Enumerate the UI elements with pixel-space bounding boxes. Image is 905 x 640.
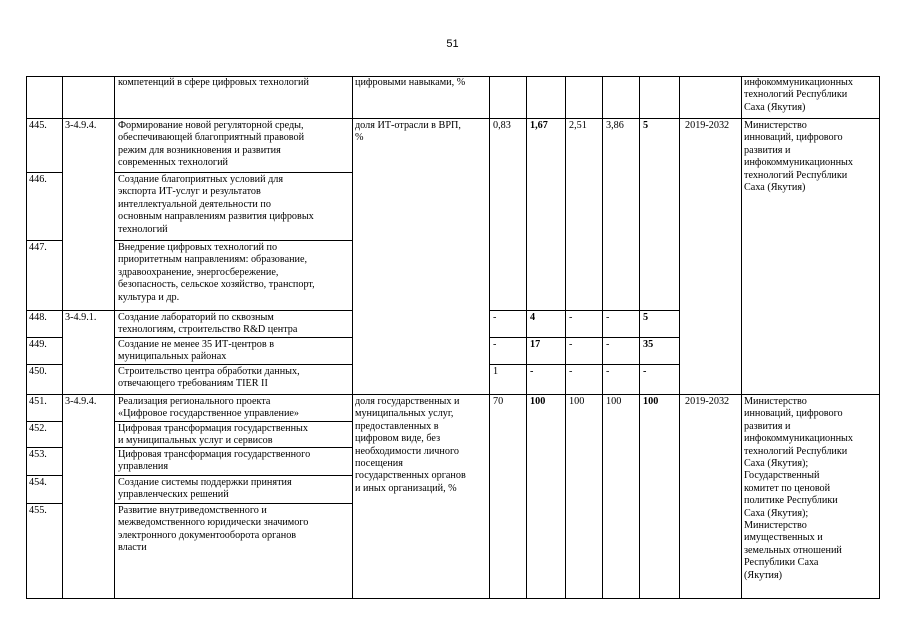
value-cell: - — [569, 312, 573, 323]
table-rule — [26, 310, 352, 311]
responsible-text: Министерство инноваций, цифрового развития и инфокоммуникационных технологий Республики Саха (Якутия) — [744, 120, 853, 194]
table-rule — [26, 337, 62, 338]
table-rule — [114, 421, 352, 422]
table-rule — [114, 172, 352, 173]
value-cell: 5 — [643, 312, 649, 323]
row-number: 454. — [29, 477, 47, 488]
value-cell: 17 — [530, 339, 541, 350]
table-rule — [114, 475, 352, 476]
table-rule — [26, 447, 62, 448]
value-cell: 0,83 — [493, 120, 511, 131]
cell-continued-text: компетенций в сфере цифровых технологий — [118, 77, 309, 88]
value-cell: 100 — [643, 396, 659, 407]
row-number: 455. — [29, 505, 47, 516]
row-number: 445. — [29, 120, 47, 131]
table-rule — [26, 172, 62, 173]
measure-code: 3-4.9.1. — [65, 312, 97, 323]
table-rule — [679, 76, 680, 599]
indicator-text: доля ИТ-отрасли в ВРП, % — [355, 120, 461, 144]
table-rule — [26, 364, 62, 365]
value-cell: 35 — [643, 339, 654, 350]
table-rule — [114, 503, 352, 504]
responsible-text: Министерство инноваций, цифрового развития и инфокоммуникационных технологий Республики Саха (Якутия); Государственный комитет по ценовой политике Республики Саха (Якутия); Министерство имущественных и земельных отношений Республики Саха (Якутия) — [744, 396, 853, 581]
value-cell: - — [569, 366, 573, 377]
table-rule — [114, 76, 115, 599]
row-number: 452. — [29, 423, 47, 434]
measure-text: Создание системы поддержки принятия управленческих решений — [118, 477, 292, 501]
measure-text: Формирование новой регуляторной среды, обеспечивающей благоприятный правовой режим для возникновения и развития современных технологий — [118, 120, 305, 169]
measure-text: Создание благоприятных условий для экспорта ИТ-услуг и результатов интеллектуальной деятельности по основным направлениям развития цифровых технологий — [118, 174, 314, 235]
measure-code: 3-4.9.4. — [65, 396, 97, 407]
table-rule — [26, 394, 879, 395]
value-cell: 1,67 — [530, 120, 548, 131]
value-cell: 100 — [569, 396, 585, 407]
row-number: 453. — [29, 449, 47, 460]
value-cell: 3,86 — [606, 120, 624, 131]
value-cell: 100 — [530, 396, 546, 407]
measure-code: 3-4.9.4. — [65, 120, 97, 131]
table-rule — [565, 76, 566, 599]
measure-text: Создание не менее 35 ИТ-центров в муниципальных районах — [118, 339, 275, 363]
page-number: 51 — [446, 38, 459, 50]
table-rule — [114, 337, 352, 338]
table-rule — [114, 364, 352, 365]
value-cell: - — [606, 339, 610, 350]
table-rule — [489, 364, 679, 365]
value-cell: - — [606, 366, 610, 377]
table-rule — [602, 76, 603, 599]
value-cell: 4 — [530, 312, 536, 323]
value-cell: - — [530, 366, 534, 377]
value-cell: 2,51 — [569, 120, 587, 131]
measure-text: Реализация регионального проекта «Цифровое государственное управление» — [118, 396, 300, 420]
measure-text: Цифровая трансформация государственных и муниципальных услуг и сервисов — [118, 423, 308, 447]
table-rule — [489, 310, 679, 311]
value-cell: - — [569, 339, 573, 350]
row-number: 450. — [29, 366, 47, 377]
row-number: 448. — [29, 312, 47, 323]
table-rule — [526, 76, 527, 599]
table-rule — [639, 76, 640, 599]
table-rule — [352, 76, 353, 599]
measure-text: Строительство центра обработки данных, отвечающего требованиям TIER II — [118, 366, 300, 390]
value-cell: 70 — [493, 396, 504, 407]
table-rule — [26, 76, 27, 599]
table-rule — [26, 118, 879, 119]
value-cell: 1 — [493, 366, 499, 377]
table-rule — [741, 76, 742, 599]
row-number: 447. — [29, 242, 47, 253]
measure-text: Цифровая трансформация государственного управления — [118, 449, 311, 473]
value-cell: 5 — [643, 120, 649, 131]
value-cell: - — [643, 366, 647, 377]
value-cell: - — [493, 312, 497, 323]
cell-continued-responsible: инфокоммуникационных технологий Республики Саха (Якутия) — [744, 77, 853, 113]
value-cell: 100 — [606, 396, 622, 407]
row-number: 451. — [29, 396, 47, 407]
row-number: 446. — [29, 174, 47, 185]
cell-continued-indicator: цифровыми навыками, % — [355, 77, 466, 88]
table-rule — [62, 76, 63, 599]
table-rule — [26, 503, 62, 504]
table-rule — [26, 421, 62, 422]
table-rule — [26, 475, 62, 476]
value-cell: - — [493, 339, 497, 350]
measure-text: Создание лабораторий по сквозным технологиям, строительство R&D центра — [118, 312, 298, 336]
table-rule — [489, 337, 679, 338]
table-rule — [26, 240, 62, 241]
measure-text: Внедрение цифровых технологий по приоритетным направлениям: образование, здравоохранение, энергосбережение, безопасность, сельское хозяйство, транспорт, культура и др. — [118, 242, 315, 303]
table-rule — [489, 76, 490, 599]
value-cell: - — [606, 312, 610, 323]
period-cell: 2019-2032 — [685, 396, 730, 407]
period-cell: 2019-2032 — [685, 120, 730, 131]
table-rule — [114, 240, 352, 241]
table-rule — [879, 76, 880, 599]
row-number: 449. — [29, 339, 47, 350]
indicator-text: доля государственных и муниципальных услуг, предоставленных в цифровом виде, без необходимости личного посещения государственных органов и иных организаций, % — [355, 396, 466, 494]
table-rule — [26, 598, 879, 599]
measure-text: Развитие внутриведомственного и межведомственного юридически значимого электронного документооборота органов власти — [118, 505, 309, 554]
